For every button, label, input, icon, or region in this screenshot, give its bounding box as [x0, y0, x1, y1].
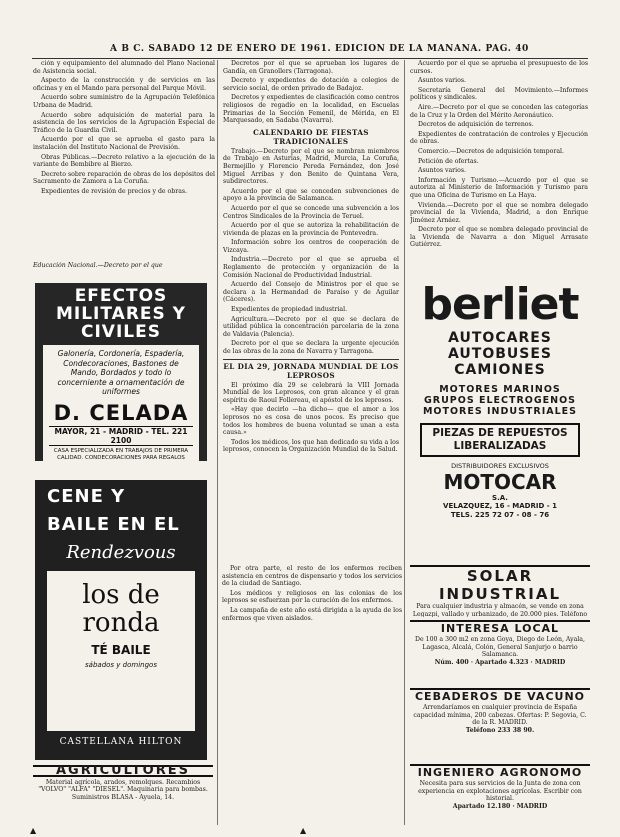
- mid-paragraph: Acuerdo por el que se concede una subvención a los Centros Sindicales de la Provincia de Teruel.: [223, 204, 399, 220]
- classified-solar: [410, 565, 590, 617]
- ad-berliet: [410, 282, 590, 552]
- cebaderos-text: Arrendaríamos en cualquier provincia de España capacidad mínima, 200 cabezas. Ofertas: P. Segovia, C. de la R. MADRID.: [413, 704, 587, 727]
- page-header: A B C. SABADO 12 DE ENERO DE 1961. EDICION DE LA MAÑANA. PAG. 40: [110, 44, 529, 54]
- ad-cene-title-1: CENE Y: [47, 486, 126, 507]
- mid-paragraph: El próximo día 29 se celebrará la VIII Jornada Mundial de los Leprosos, con gran alcance y el gran espíritu de Raoul Follereau, el apóstol de los leprosos.: [223, 381, 399, 404]
- motocar-phones: TELS. 225 72 07 - 08 - 76: [450, 511, 550, 519]
- motocar-logo: MOTOCAR: [443, 470, 557, 494]
- solar-title: SOLAR INDUSTRIAL: [410, 565, 590, 603]
- registration-mark-icon: ▲: [30, 826, 37, 835]
- ingeniero-text: Necesita para sus servicios de la Junta de zona con experiencia en explotaciones agrícolas. Escribir con historial.: [418, 780, 582, 803]
- solar-text: Para cualquier industria y almacén, se vende en zona Legazpi, vallado y urbanizado, de 20.000 pies. Teléfono: [412, 603, 588, 617]
- ad-cene-script: Rendezvous: [66, 542, 176, 563]
- berliet-distribuidores: DISTRIBUIDORES EXCLUSIVOS: [451, 462, 549, 470]
- mid-paragraph: Acuerdo por el que se autoriza la rehabilitación de vivienda de plazas en la provincia de Pontevedra.: [223, 222, 399, 237]
- header-rule: [32, 58, 588, 59]
- registration-mark-icon: ▲: [300, 826, 307, 835]
- ad-cene-panel: [47, 571, 195, 731]
- mid-paragraph: Decreto por el que se declara la urgente ejecución de las obras de la zona de Navarra y Tarragona.: [223, 340, 399, 355]
- left-paragraph: Obras Públicas.—Decreto relativo a la ejecución de la variante de Bembibre al Bierzo.: [33, 153, 215, 169]
- classified-interesa: [410, 620, 590, 682]
- left-column-text: [33, 60, 215, 260]
- ad-efectos-footer: CASA ESPECIALIZADA EN TRABAJOS DE PRIMERA CALIDAD. CONDECORACIONES PARA REGALOS: [53, 447, 189, 461]
- left-paragraph: Expedientes de revisión de precios y de obras.: [41, 187, 188, 195]
- left-paragraph: Acuerdo por el que se aprueba el gasto para la instalación del Instituto Nacional de Previsión.: [33, 136, 215, 151]
- right-paragraph: Asuntos varios.: [418, 167, 466, 175]
- left-paragraph: Decreto sobre reparación de obras de los depósitos del Sacramento de Zamora a La Coruña.: [33, 170, 215, 186]
- right-paragraph: Acuerdo por el que se aprueba el presupuesto de los cursos.: [410, 60, 588, 75]
- motocar-sa: S.A.: [492, 494, 508, 502]
- mid-paragraph: «Hay que decirlo —ha dicho— que el amor a los leprosos no es cosa de unos pocos. Es preciso que todos los hombres de buena voluntad se unan a esta causa.»: [223, 406, 399, 437]
- berliet-line-motores-marinos: MOTORES MARINOS: [439, 384, 561, 395]
- motocar-address: VELAZQUEZ, 16 - MADRID - 1: [443, 502, 557, 510]
- left-last-line: Educación Nacional.—Decreto por el que: [33, 262, 163, 269]
- ad-efectos-desc: Galonería, Cordonería, Espadería, Condecoraciones, Bastones de Mando, Bordados y todo lo concerniente a ornamentación de uniformes: [57, 349, 185, 396]
- ad-cene-los: los de: [82, 580, 160, 610]
- left-paragraph: Aspecto de la construcción y de servicios en las oficinas y en el Mando para personal del Parque Móvil.: [33, 77, 215, 92]
- section-title-calendario: CALENDARIO DE FIESTAS TRADICIONALES: [253, 127, 369, 146]
- interesa-text: De 100 a 300 m2 en zona Goya, Diego de León, Ayala, Lagasca, Alcalá, Colón, General Sanjurjo o barrio Salamanca.: [415, 636, 585, 659]
- right-paragraph: Comercio.—Decretos de adquisición temporal.: [418, 147, 564, 155]
- ad-efectos-panel: [43, 345, 199, 461]
- cebaderos-tel: Teléfono 233 38 90.: [465, 726, 535, 734]
- ad-cene-te-baile: TÉ BAILE: [91, 643, 151, 657]
- mid-bottom-paragraph: Por otra parte, el resto de los enfermos reciben asistencia en centros de dispensario y todos los servicios de la ciudad de Santiago.: [222, 565, 402, 588]
- cebaderos-title: CEBADEROS DE VACUNO: [410, 688, 590, 704]
- mid-paragraph: Información sobre los centros de cooperación de Vizcaya.: [223, 239, 399, 254]
- mid-paragraph: Industria.—Decreto por el que se aprueba el Reglamento de protección y organización de la Comisión Nacional de Productividad Industrial.: [223, 256, 399, 279]
- right-paragraph: Vivienda.—Decreto por el que se nombra delegado provincial de la Vivienda, Madrid, a don Enrique Jiménez Arnáez.: [410, 201, 588, 224]
- right-paragraph: Asuntos varios.: [418, 77, 466, 85]
- right-paragraph: Decretos de adquisición de terrenos.: [418, 121, 534, 129]
- ad-cene-ronda: ronda: [82, 608, 160, 638]
- ad-cene-footer: CASTELLANA HILTON: [59, 737, 183, 747]
- ad-efectos-name: D. CELADA: [53, 400, 189, 425]
- mid-paragraph: Expedientes de propiedad industrial.: [231, 306, 348, 314]
- ad-agricultores: [33, 765, 213, 827]
- ad-agri-title: AGRICULTORES: [33, 765, 213, 777]
- section-title-leprosos: EL DIA 29, JORNADA MUNDIAL DE LOS LEPROSOS: [223, 359, 399, 380]
- berliet-line-autocares: AUTOCARES: [448, 330, 552, 346]
- mid-paragraph: Decreto y expedientes de dotación a colegios de servicio social, de orden privado de Badajoz.: [223, 77, 399, 92]
- ad-agri-text: Material agrícola, arados, remolques. Recambios "VOLVO" "ALFA" "DIESEL". Maquinaria para bombas. Suministros BLASA - Ayuela, 14.: [38, 778, 208, 801]
- column-divider-1: [217, 60, 218, 825]
- mid-paragraph: Todos los médicos, los que han dedicado su vida a los leprosos, conocen la Organización Mundial de la Salud.: [223, 438, 399, 454]
- berliet-line-autobuses: AUTOBUSES: [448, 346, 552, 362]
- ad-cene-days: sábados y domingos: [85, 661, 157, 669]
- mid-bottom-paragraph: La campaña de este año está dirigida a la ayuda de los enfermos que viven aislados.: [222, 606, 402, 622]
- right-paragraph: Expedientes de contratación de controles y Ejecución de obras.: [410, 130, 588, 146]
- middle-bottom-text: [222, 565, 402, 825]
- middle-column-text: [223, 60, 399, 560]
- mid-paragraph: Agricultura.—Decreto por el que se declara de utilidad pública la concentración parcelaria de la zona de Valdavia (Palencia).: [223, 315, 399, 338]
- mid-paragraph: Decretos por el que se aprueban los lugares de Gandía, en Granollers (Tarragona).: [223, 60, 399, 75]
- right-paragraph: Aire.—Decreto por el que se conceden las categorías de la Cruz y la Orden del Mérito Aeronáutico.: [410, 103, 588, 119]
- ad-efectos-address: MAYOR, 21 - MADRID - TEL. 221 2100: [49, 426, 193, 446]
- mid-paragraph: Acuerdo por el que se conceden subvenciones de apoyo a la provincia de Salamanca.: [223, 187, 399, 203]
- classified-ingeniero: [410, 764, 590, 828]
- left-paragraph: ción y equipamiento del alumnado del Plano Nacional de Asistencia social.: [33, 60, 215, 75]
- right-paragraph: Secretaría General del Movimiento.—Informes políticos y sindicales.: [410, 86, 588, 102]
- mid-paragraph: Trabajo.—Decreto por el que se nombran miembros de Trabajo en Asturias, Madrid, Murcia, La Coruña, Bermejillo y Florencio Pereda Fernández, don José Miguel Arribas y don Benito de Quintana Vera, subdirectores.: [223, 147, 399, 186]
- column-divider-2: [404, 60, 405, 825]
- classified-cebaderos: [410, 688, 590, 758]
- mid-paragraph: Decretos y expedientes de clasificación como centros religiosos de regadío en la localidad, en Escuelas Primarias de la Sección Femenil, de Mérida, en El Marquesado, en Sadaba (Navarra).: [223, 94, 399, 125]
- interesa-title: INTERESA LOCAL: [410, 620, 590, 636]
- berliet-line-motores-industriales: MOTORES INDUSTRIALES: [422, 406, 578, 417]
- left-paragraph: Acuerdo sobre adquisición de material para la asistencia de los servicios de la Agrupación Especial de Tráfico de la Guardia Civil.: [33, 111, 215, 134]
- ingeniero-title: INGENIERO AGRONOMO: [410, 764, 590, 780]
- ad-cene-baile: [35, 480, 207, 760]
- right-paragraph: Decreto por el que se nombra delegado provincial de la Vivienda de Navarra a don Miguel Arrasate Gutiérrez.: [410, 226, 588, 249]
- right-paragraph: Petición de ofertas.: [418, 157, 479, 165]
- berliet-logo: berliet: [421, 282, 579, 330]
- ingeniero-ref: Apartado 12.180 · MADRID: [452, 802, 548, 810]
- ad-efectos-title: EFECTOS MILITARES Y CIVILES: [55, 286, 186, 342]
- right-column-text: [410, 60, 588, 278]
- mid-paragraph: Acuerdo del Consejo de Ministros por el que se declara a la Hermandad de Paraíso y de Aguilar (Cáceres).: [223, 281, 399, 304]
- left-paragraph: Acuerdo sobre suministro de la Agrupación Telefónica Urbana de Madrid.: [33, 94, 215, 109]
- berliet-repuestos-box: PIEZAS DE REPUESTOS LIBERALIZADAS: [420, 423, 580, 457]
- berliet-line-grupos: GRUPOS ELECTROGENOS: [423, 395, 577, 406]
- mid-bottom-paragraph: Los médicos y religiosos en las colonias de los leprosos se esfuerzan por la curación de los enfermos.: [222, 589, 402, 605]
- ad-cene-title-2: BAILE EN EL: [47, 514, 180, 535]
- right-paragraph: Información y Turismo.—Acuerdo por el que se autoriza al Ministerio de Información y Turismo para que una Oficina de Turismo en La Haya.: [410, 176, 588, 199]
- berliet-line-camiones: CAMIONES: [454, 362, 546, 378]
- ad-efectos-militares: [35, 283, 207, 461]
- interesa-ref: Núm. 400 · Apartado 4.323 · MADRID: [434, 658, 566, 666]
